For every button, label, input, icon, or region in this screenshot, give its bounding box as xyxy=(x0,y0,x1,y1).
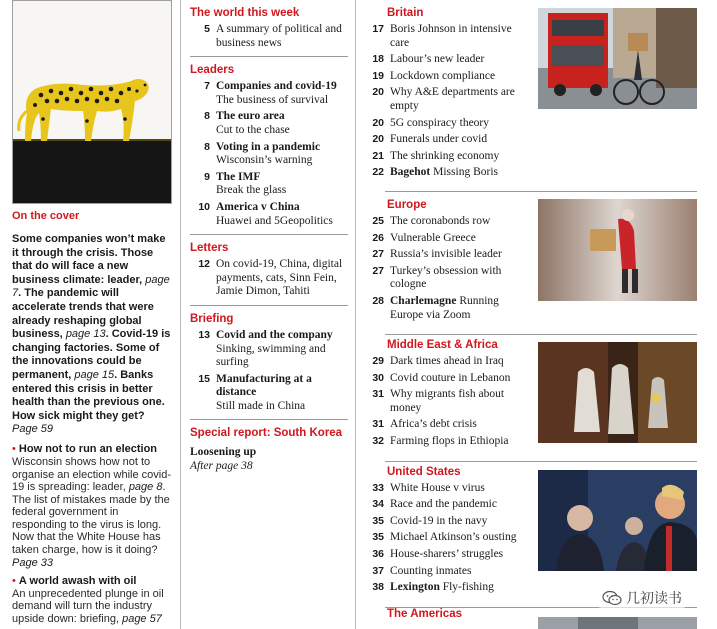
divider xyxy=(385,461,697,462)
toc-entry[interactable]: 35 Covid-19 in the navy xyxy=(372,514,488,527)
toc-entry[interactable]: 20 5G conspiracy theory xyxy=(372,116,489,129)
toc-entry[interactable]: 33 White House v virus xyxy=(372,481,485,494)
toc-entry[interactable]: 26 Vulnerable Greece xyxy=(372,231,476,244)
toc-entry[interactable]: 29 Dark times ahead in Iraq xyxy=(372,355,504,368)
section-heading: Special report: South Korea xyxy=(190,427,343,440)
toc-entry[interactable]: 9 The IMF Break the glass xyxy=(204,170,287,197)
toc-entry[interactable]: 17 Boris Johnson in intensive care xyxy=(372,23,512,49)
toc-entry[interactable]: 20 Funerals under covid xyxy=(372,133,488,146)
section-heading: Leaders xyxy=(190,64,235,77)
toc-entry[interactable]: 37 Counting inmates xyxy=(372,564,472,577)
watermark-text: 几初读书 xyxy=(626,591,682,607)
toc-entry[interactable]: 8 Voting in a pandemic Wisconsin’s warning xyxy=(204,140,321,167)
cover-column xyxy=(12,0,172,626)
toc-entry[interactable]: 28 Charlemagne Running Europe via Zoom xyxy=(372,294,499,321)
toc-entry[interactable]: 27 Russia’s invisible leader xyxy=(372,248,502,261)
section-briefing xyxy=(190,312,348,414)
photo-hazmat xyxy=(538,342,697,443)
section-heading: Middle East & Africa xyxy=(387,339,498,352)
toc-right-column xyxy=(364,6,532,627)
toc-entry[interactable]: 5 A summary of political and business news xyxy=(204,23,342,49)
divider xyxy=(385,191,697,192)
toc-entry[interactable]: 32 Farming flops in Ethiopia xyxy=(372,435,509,448)
toc-middle-column xyxy=(190,6,348,480)
divider xyxy=(190,234,348,235)
toc-entry[interactable]: 21 The shrinking economy xyxy=(372,149,500,162)
cover-illustration xyxy=(12,0,172,204)
section-letters xyxy=(190,241,348,299)
section-united-states xyxy=(364,465,532,595)
cover-heading: On the cover xyxy=(12,210,80,222)
leopard-illustration xyxy=(13,1,171,203)
section-europe xyxy=(364,198,532,322)
wechat-icon xyxy=(602,590,622,606)
section-special-report xyxy=(190,426,348,473)
sidebar-item-oil[interactable]: • A world awash with oil An unprecedented plunge in oil demand will turn the industry upside down: briefing, page 57 xyxy=(12,575,164,626)
toc-entry[interactable]: 20 Why A&E departments are empty xyxy=(372,86,515,112)
section-heading: Briefing xyxy=(190,312,234,325)
section-heading: The world this week xyxy=(190,7,300,19)
photo-americas xyxy=(538,617,697,629)
section-heading: Letters xyxy=(190,242,229,255)
section-heading: The Americas xyxy=(387,607,462,620)
divider xyxy=(190,419,348,420)
section-world-this-week xyxy=(190,6,348,50)
section-heading: United States xyxy=(387,465,461,478)
section-britain xyxy=(364,6,532,180)
photo-london-bus xyxy=(538,8,697,109)
toc-entry[interactable]: 13 Covid and the company Sinking, swimming and surfing xyxy=(198,328,333,369)
toc-entry[interactable]: 31 Africa’s debt crisis xyxy=(372,418,477,431)
toc-entry[interactable]: 31 Why migrants fish about money xyxy=(372,388,505,414)
toc-entry[interactable]: 7 Companies and covid-19 The business of survival xyxy=(204,80,337,106)
section-leaders xyxy=(190,63,348,228)
column-divider-right xyxy=(355,0,356,629)
toc-entry[interactable]: 15 Manufacturing at a distance Still made in China xyxy=(198,372,312,412)
divider xyxy=(385,334,697,335)
column-divider-left xyxy=(180,0,181,629)
toc-entry[interactable]: Loosening up After page 38 xyxy=(190,446,257,473)
watermark xyxy=(598,588,686,608)
toc-entry[interactable]: 22 Bagehot Missing Boris xyxy=(372,166,498,179)
toc-entry[interactable]: 8 The euro area Cut to the chase xyxy=(204,110,290,136)
section-heading: Europe xyxy=(387,198,427,211)
toc-entry[interactable]: 27 Turkey’s obsession with cologne xyxy=(372,264,502,291)
toc-entry[interactable]: 35 Michael Atkinson’s ousting xyxy=(372,531,517,544)
toc-entry[interactable]: 25 The coronabonds row xyxy=(372,214,491,227)
toc-entry[interactable]: 34 Race and the pandemic xyxy=(372,498,497,511)
divider xyxy=(190,305,348,306)
toc-entry[interactable]: 30 Covid couture in Lebanon xyxy=(372,371,511,384)
section-middle-east-africa xyxy=(364,338,532,449)
toc-entry[interactable]: 10 America v China Huawei and 5Geopolitics xyxy=(198,200,333,227)
photo-white-house xyxy=(538,470,697,571)
toc-entry[interactable]: 19 Lockdown compliance xyxy=(372,69,496,82)
cover-text: Some companies won’t make it through the crisis. Those that do will face a new business climate: leader, page 7. The pandemic will accelerate trends that were already reshaping global business, page 13. Covid-19 is changing factories. Some of the innovations could be permanent, page 15. Banks entered this crisis in better health than the previous one. How sick might they get? Page 59 xyxy=(12,233,171,436)
sidebar-item-election[interactable]: • How not to run an election Wisconsin shows how not to organise an election while covid-19 is spreading: leader, page 8. The list of mistakes made by the federal government in responding to the virus is long. Now that the White House has taken charge, how is it doing? Page 33 xyxy=(12,442,171,569)
section-heading: Britain xyxy=(387,7,424,19)
toc-entry[interactable]: 38 Lexington Fly-fishing xyxy=(372,581,494,594)
photo-delivery xyxy=(538,199,697,301)
toc-entry[interactable]: 36 House-sharers’ struggles xyxy=(372,548,504,561)
toc-entry[interactable]: 12 On covid-19, China, digital payments, cats, Sinn Fein, Jamie Dimon, Tahiti xyxy=(198,258,343,298)
section-americas xyxy=(364,607,532,621)
divider xyxy=(190,56,348,57)
toc-entry[interactable]: 18 Labour’s new leader xyxy=(372,53,485,66)
